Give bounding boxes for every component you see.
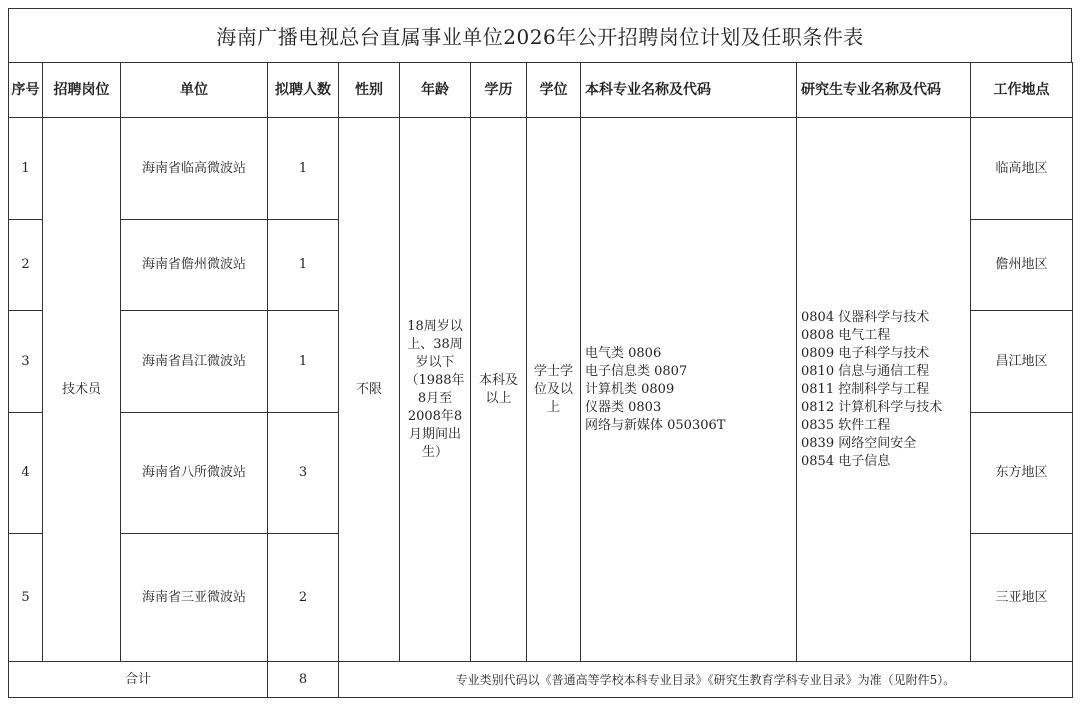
header-position: 招聘岗位 [43,63,121,118]
header-location: 工作地点 [971,63,1073,118]
row-location: 东方地区 [971,413,1073,534]
total-count: 8 [268,662,339,698]
row-seq: 1 [9,118,43,220]
undergrad-major-cell: 电气类 0806 电子信息类 0807 计算机类 0809 仪器类 0803 网络与新媒体 050306T [581,118,797,662]
header-seq: 序号 [9,63,43,118]
row-seq: 2 [9,220,43,311]
row-unit: 海南省八所微波站 [121,413,268,534]
row-unit: 海南省临高微波站 [121,118,268,220]
recruitment-sheet [8,8,1072,698]
row-location: 儋州地区 [971,220,1073,311]
header-gender: 性别 [339,63,400,118]
row-unit: 海南省儋州微波站 [121,220,268,311]
grad-major-cell: 0804 仪器科学与技术 0808 电气工程 0809 电子科学与技术 0810 信息与通信工程 0811 控制科学与工程 0812 计算机科学与技术 0835 软件工程 0839 网络空间安全 0854 电子信息 [797,118,971,662]
header-degree: 学位 [527,63,581,118]
table-row [9,118,1073,220]
header-count: 拟聘人数 [268,63,339,118]
total-row [9,662,1073,698]
row-seq: 4 [9,413,43,534]
degree-cell: 学士学位及以上 [527,118,581,662]
row-unit: 海南省三亚微波站 [121,534,268,662]
row-count: 2 [268,534,339,662]
gender-cell: 不限 [339,118,400,662]
row-location: 临高地区 [971,118,1073,220]
education-cell: 本科及以上 [471,118,527,662]
row-seq: 5 [9,534,43,662]
row-count: 1 [268,118,339,220]
row-location: 昌江地区 [971,311,1073,413]
recruitment-table [8,62,1073,698]
header-education: 学历 [471,63,527,118]
header-row [9,63,1073,118]
row-count: 3 [268,413,339,534]
age-cell: 18周岁以上、38周岁以下（1988年8月至2008年8月期间出生） [400,118,471,662]
table-title: 海南广播电视总台直属事业单位2026年公开招聘岗位计划及任职条件表 [8,8,1072,62]
row-count: 1 [268,311,339,413]
row-location: 三亚地区 [971,534,1073,662]
row-unit: 海南省昌江微波站 [121,311,268,413]
header-undergrad-major: 本科专业名称及代码 [581,63,797,118]
major-code-note: 专业类别代码以《普通高等学校本科专业目录》《研究生教育学科专业目录》为准（见附件5）。 [339,662,1073,698]
header-grad-major: 研究生专业名称及代码 [797,63,971,118]
row-count: 1 [268,220,339,311]
position-cell: 技术员 [43,118,121,662]
header-unit: 单位 [121,63,268,118]
row-seq: 3 [9,311,43,413]
total-label: 合计 [9,662,268,698]
header-age: 年龄 [400,63,471,118]
